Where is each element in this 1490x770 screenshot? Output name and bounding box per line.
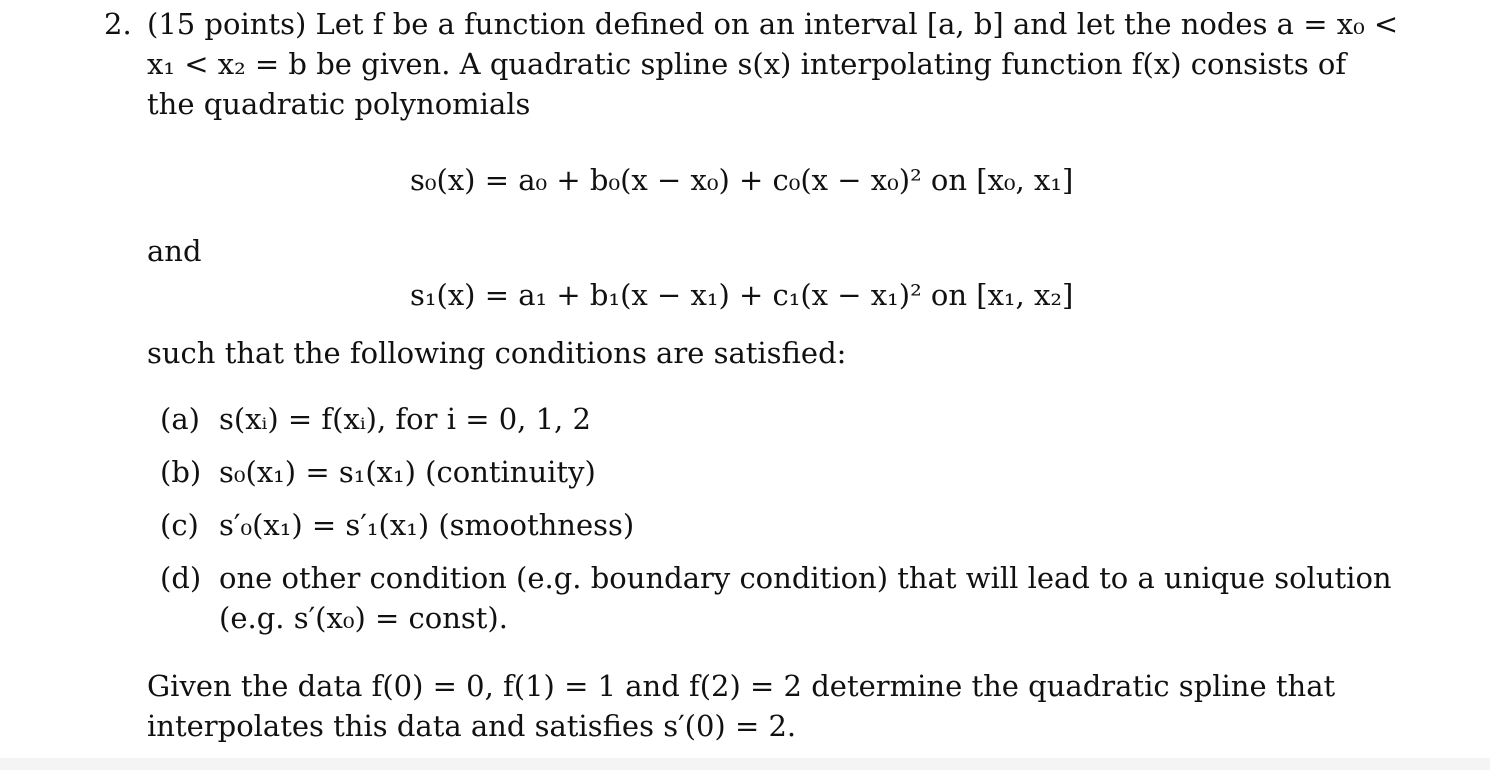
condition-d-label: (d) [160,561,202,595]
problem-number: 2. [104,7,132,41]
intro-line-1: (15 points) Let f be a function defined on an interval [a, b] and let the nodes a = x₀ < [147,7,1399,41]
final-line-2: interpolates this data and satisfies s′(0) = 2. [147,709,797,743]
connector-and: and [147,234,202,268]
final-line-1: Given the data f(0) = 0, f(1) = 1 and f(2) = 2 determine the quadratic spline that [147,669,1336,703]
condition-b-label: (b) [160,455,202,489]
condition-a-label: (a) [160,402,200,436]
condition-d-text: one other condition (e.g. boundary condition) that will lead to a unique solution [219,561,1392,595]
intro-line-2: x₁ < x₂ = b be given. A quadratic spline s(x) interpolating function f(x) consists of [147,47,1347,81]
condition-a-text: s(xᵢ) = f(xᵢ), for i = 0, 1, 2 [219,402,591,436]
condition-c-label: (c) [160,508,199,542]
equation-s1: s₁(x) = a₁ + b₁(x − x₁) + c₁(x − x₁)² on [x₁, x₂] [410,278,1074,312]
condition-c-text: s′₀(x₁) = s′₁(x₁) (smoothness) [219,508,635,542]
intro-line-3: the quadratic polynomials [147,87,531,121]
equation-s0: s₀(x) = a₀ + b₀(x − x₀) + c₀(x − x₀)² on [x₀, x₁] [410,163,1074,197]
condition-d-text-cont: (e.g. s′(x₀) = const). [219,601,508,635]
conditions-intro: such that the following conditions are satisfied: [147,336,847,370]
bottom-band [0,758,1490,770]
condition-b-text: s₀(x₁) = s₁(x₁) (continuity) [219,455,596,489]
